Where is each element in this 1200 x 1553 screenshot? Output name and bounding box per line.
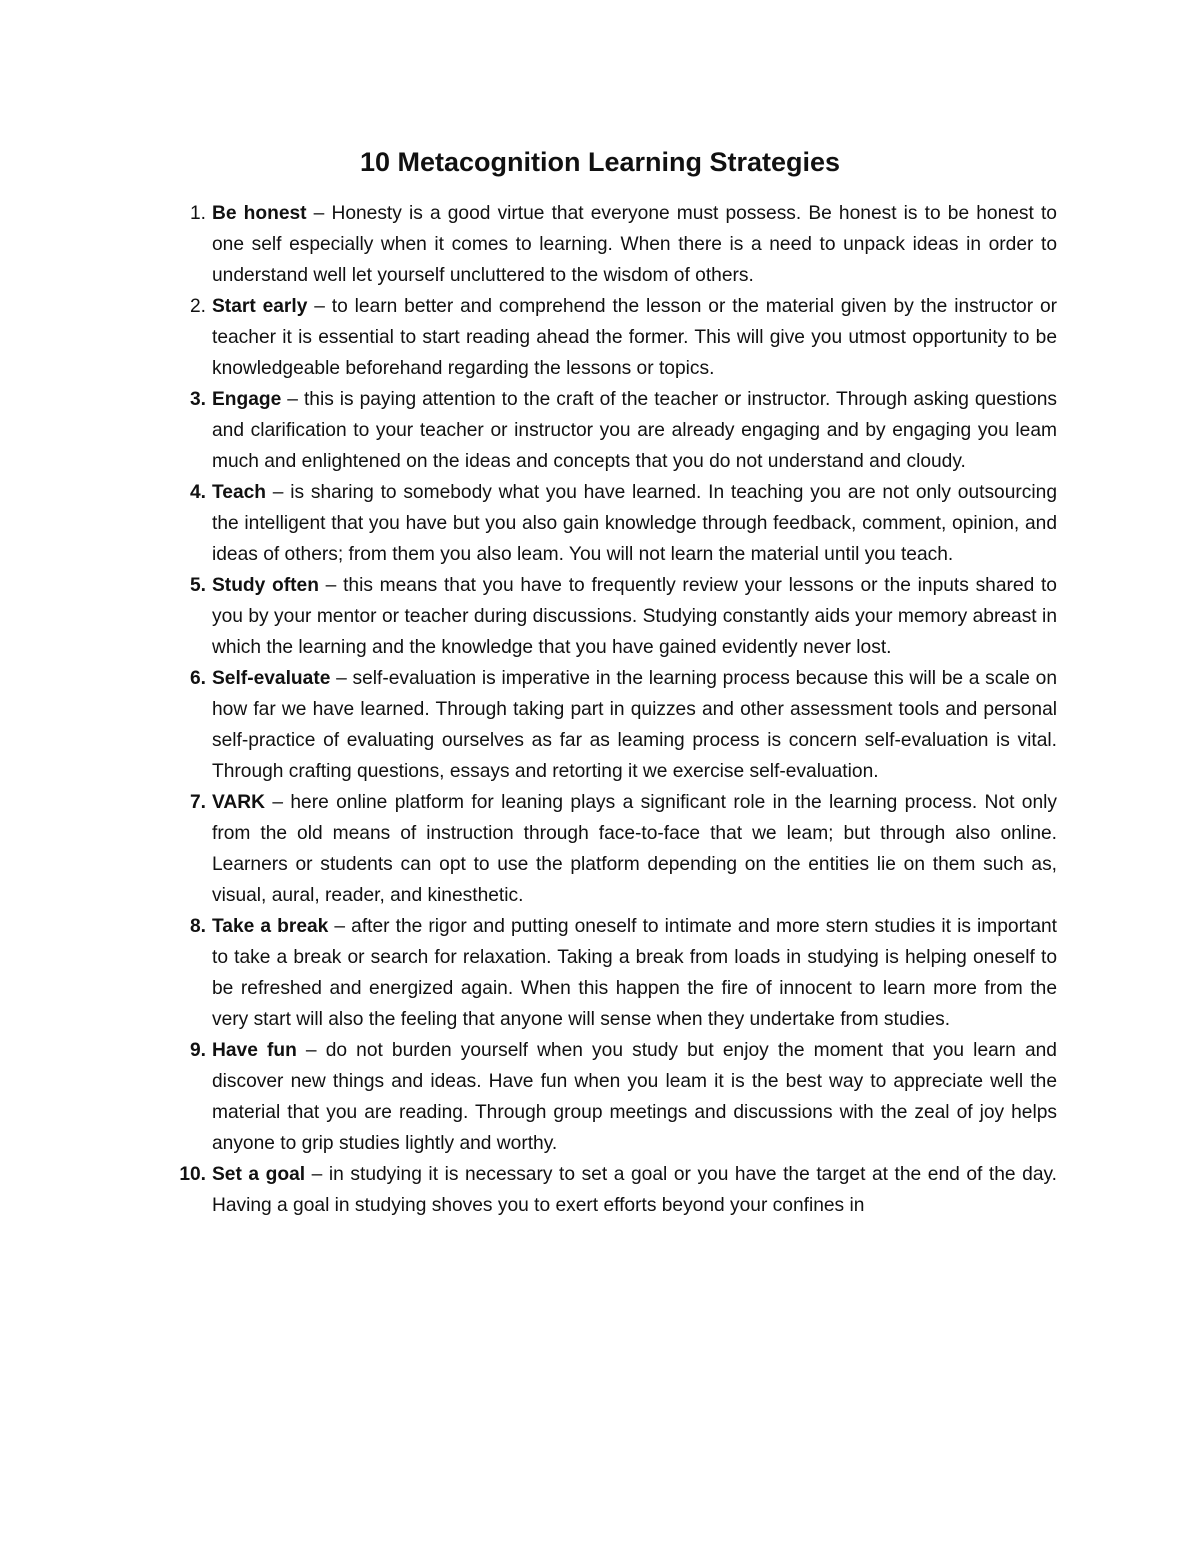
item-text: to learn better and comprehend the lesson or the material given by the instructor or teacher it is essential to start reading ahead the former. This will give you utmost opportunity to be knowledgeable beforehand regarding the lessons or topics. bbox=[212, 296, 1058, 379]
item-term: Self-evaluate bbox=[212, 668, 331, 689]
item-separator: – bbox=[328, 916, 352, 937]
item-separator: – bbox=[305, 1164, 329, 1185]
list-item bbox=[189, 787, 1057, 911]
item-number: 5. bbox=[189, 575, 206, 596]
item-term: Have fun bbox=[212, 1040, 297, 1061]
item-separator: – bbox=[281, 389, 304, 410]
item-term: VARK bbox=[212, 792, 265, 813]
item-number: 2. bbox=[189, 296, 206, 317]
item-number: 1. bbox=[189, 203, 206, 224]
item-text: this means that you have to frequently review your lessons or the inputs shared to you by your mentor or teacher during discussions. Studying constantly aids your memory abreast in which the learning and the knowledge that you have gained evidently never lost. bbox=[212, 575, 1057, 658]
item-separator: – bbox=[318, 575, 344, 596]
item-text: in studying it is necessary to set a goal or you have the target at the end of the day. Having a goal in studying shoves you to exert efforts beyond your confines in bbox=[212, 1164, 1057, 1216]
item-separator: – bbox=[306, 203, 332, 224]
item-number: 9. bbox=[189, 1040, 206, 1061]
list-item bbox=[189, 911, 1057, 1035]
list-item bbox=[189, 291, 1058, 384]
list-item bbox=[189, 198, 1057, 291]
document-title: 10 Metacognition Learning Strategies bbox=[359, 147, 841, 177]
item-text: after the rigor and putting oneself to intimate and more stern studies it is important to take a break or search for relaxation. Taking a break from loads in studying is helping oneself to be refreshed and energized again. When this happen the fire of innocent to learn more from the very start will also the feeling that anyone will sense when they undertake from studies. bbox=[212, 916, 1057, 1030]
item-separator: – bbox=[307, 296, 332, 317]
item-text: this is paying attention to the craft of the teacher or instructor. Through asking questions and clarification to your teacher or instructor you are already engaging and by engaging you leam much and enlightened on the ideas and concepts that you do not understand and cloudy. bbox=[212, 389, 1058, 472]
item-number: 8. bbox=[189, 916, 206, 937]
item-term: Be honest bbox=[212, 203, 307, 224]
item-number: 6. bbox=[189, 668, 206, 689]
item-separator: – bbox=[266, 482, 291, 503]
item-term: Engage bbox=[212, 389, 282, 410]
item-separator: – bbox=[264, 792, 291, 813]
item-number: 7. bbox=[189, 792, 206, 813]
item-text: self-evaluation is imperative in the learning process because this will be a scale on how far we have learned. Through taking part in quizzes and other assessment tools and personal self-practice of evaluating ourselves as far as leaming process is concern self-evaluation is vital. Through crafting questions, essays and retorting it we exercise self-evaluation. bbox=[212, 668, 1057, 782]
item-text: is sharing to somebody what you have learned. In teaching you are not only outsourcing the intelligent that you have but you also gain knowledge through feedback, comment, opinion, and ideas of others; from them you also leam. You will not learn the material until you teach. bbox=[212, 482, 1057, 565]
item-term: Take a break bbox=[212, 916, 329, 937]
item-term: Teach bbox=[212, 482, 267, 503]
list-item bbox=[189, 477, 1057, 570]
item-number: 3. bbox=[189, 389, 206, 410]
strategy-list bbox=[179, 198, 1058, 1221]
item-text: here online platform for leaning plays a significant role in the learning process. Not only from the old means of instruction through face-to-face that we leam; but through also online. Learners or students can opt to use the platform depending on the entities lie on them such as, visual, aural, reader, and kinesthetic. bbox=[212, 792, 1057, 906]
item-term: Start early bbox=[212, 296, 308, 317]
item-text: do not burden yourself when you study but enjoy the moment that you learn and discover new things and ideas. Have fun when you leam it is the best way to appreciate well the material that you are reading. Through group meetings and discussions with the zeal of joy helps anyone to grip studies lightly and worthy. bbox=[212, 1040, 1057, 1154]
list-item bbox=[179, 1159, 1057, 1221]
item-separator: – bbox=[296, 1040, 326, 1061]
list-item bbox=[189, 384, 1058, 477]
item-term: Study often bbox=[212, 575, 319, 596]
item-text: Honesty is a good virtue that everyone must possess. Be honest is to be honest to one self especially when it comes to learning. When there is a need to unpack ideas in order to understand well let yourself uncluttered to the wisdom of others. bbox=[212, 203, 1057, 286]
list-item bbox=[189, 1035, 1057, 1159]
item-separator: – bbox=[330, 668, 353, 689]
list-item bbox=[189, 570, 1057, 663]
item-number: 10. bbox=[179, 1164, 206, 1185]
item-term: Set a goal bbox=[212, 1164, 306, 1185]
item-number: 4. bbox=[189, 482, 206, 503]
list-item bbox=[189, 663, 1057, 787]
